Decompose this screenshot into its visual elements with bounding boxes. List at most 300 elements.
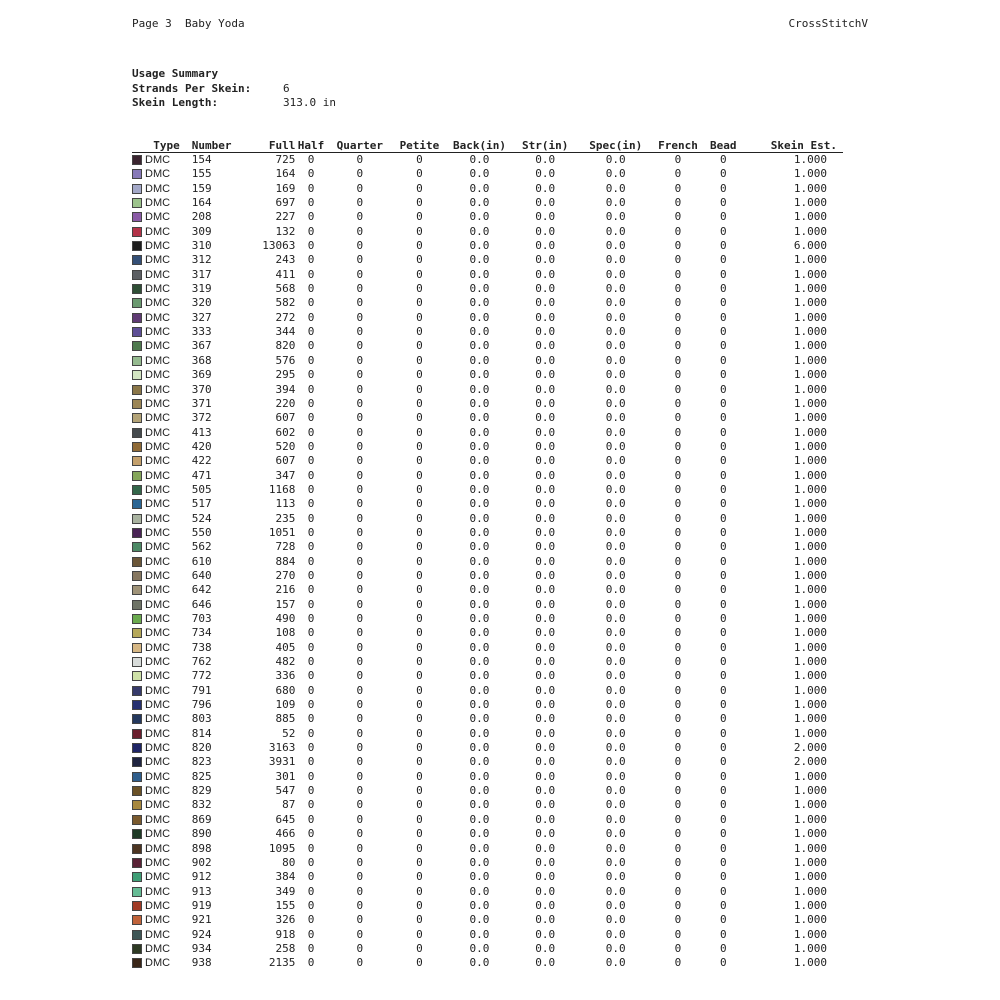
thread-type: DMC: [145, 598, 171, 611]
skein-estimate: 1.000: [793, 884, 827, 898]
thread-type-cell: [132, 598, 186, 612]
french-count: 0: [674, 870, 682, 884]
thread-number: 796: [191, 698, 212, 712]
table-row: [132, 885, 843, 899]
spec-length: 0.0: [605, 755, 626, 769]
petite-count: 0: [416, 454, 423, 468]
quarter-count: 0: [356, 698, 364, 712]
quarter-count: 0: [356, 497, 364, 511]
quarter-count: 0: [356, 784, 364, 798]
french-count: 0: [674, 784, 682, 798]
thread-number: 820: [191, 741, 212, 755]
quarter-count: 0: [356, 568, 364, 582]
thread-type: DMC: [145, 397, 171, 410]
table-row: [132, 526, 843, 540]
str-length: 0.0: [535, 468, 556, 482]
str-length: 0.0: [535, 482, 556, 496]
color-swatch: [132, 385, 142, 395]
thread-number: 703: [191, 612, 212, 625]
col-header-full: Full: [245, 137, 296, 153]
thread-number: 610: [191, 554, 212, 568]
color-swatch: [132, 399, 142, 409]
color-swatch: [132, 184, 142, 194]
half-count: 0: [307, 568, 315, 582]
bead-count: 0: [719, 153, 727, 166]
table-row: [132, 440, 843, 454]
table-row: [132, 325, 843, 339]
skein-estimate: 1.000: [793, 568, 827, 582]
back-length: 0.0: [469, 812, 490, 826]
petite-count: 0: [416, 382, 423, 396]
half-count: 0: [307, 812, 315, 826]
thread-type-cell: [132, 555, 186, 569]
thread-type: DMC: [145, 899, 171, 912]
back-length: 0.0: [469, 683, 490, 697]
str-length: 0.0: [535, 597, 556, 611]
str-length: 0.0: [535, 325, 556, 339]
spec-length: 0.0: [605, 353, 626, 367]
thread-number: 921: [191, 913, 212, 927]
half-count: 0: [307, 726, 315, 740]
petite-count: 0: [416, 282, 423, 296]
full-count: 645: [275, 812, 296, 826]
color-swatch: [132, 671, 142, 681]
full-count: 80: [282, 855, 296, 869]
thread-type-cell: [132, 182, 186, 196]
petite-count: 0: [416, 669, 423, 683]
spec-length: 0.0: [605, 798, 626, 812]
thread-type: DMC: [145, 555, 171, 568]
table-row: [132, 684, 843, 698]
table-body: [132, 153, 843, 971]
thread-type-cell: [132, 942, 186, 956]
table-row: [132, 454, 843, 468]
color-swatch: [132, 614, 142, 624]
half-count: 0: [307, 755, 315, 769]
summary-title: Usage Summary: [132, 67, 219, 80]
table-row: [132, 669, 843, 683]
skein-estimate: 1.000: [793, 339, 827, 353]
bead-count: 0: [719, 310, 727, 324]
bead-count: 0: [719, 927, 727, 941]
spec-length: 0.0: [605, 439, 626, 453]
back-length: 0.0: [469, 798, 490, 812]
quarter-count: 0: [356, 296, 364, 310]
french-count: 0: [674, 153, 682, 166]
bead-count: 0: [719, 913, 727, 927]
skein-estimate: 1.000: [793, 482, 827, 496]
half-count: 0: [307, 454, 315, 468]
quarter-count: 0: [356, 253, 364, 267]
thread-number: 310: [191, 239, 212, 253]
skein-estimate: 1.000: [793, 167, 827, 181]
thread-number: 814: [191, 726, 212, 740]
str-length: 0.0: [535, 655, 556, 669]
skein-estimate: 1.000: [793, 669, 827, 683]
bead-count: 0: [719, 769, 727, 783]
french-count: 0: [674, 525, 682, 539]
thread-number: 832: [191, 798, 212, 812]
thread-type-cell: [132, 569, 186, 583]
str-length: 0.0: [535, 454, 556, 468]
thread-type: DMC: [145, 871, 171, 884]
thread-type-cell: [132, 153, 186, 168]
back-length: 0.0: [469, 296, 490, 310]
half-count: 0: [307, 153, 315, 166]
petite-count: 0: [416, 769, 423, 783]
quarter-count: 0: [356, 583, 364, 597]
bead-count: 0: [719, 956, 727, 970]
table-row: [132, 755, 843, 769]
thread-type-cell: [132, 641, 186, 655]
full-count: 918: [275, 927, 296, 941]
back-length: 0.0: [469, 282, 490, 296]
thread-type-cell: [132, 512, 186, 526]
col-header-french: French: [654, 137, 702, 153]
french-count: 0: [674, 941, 682, 955]
thread-number: 368: [191, 353, 212, 367]
half-count: 0: [307, 224, 315, 238]
thread-type-cell: [132, 411, 186, 425]
thread-type-cell: [132, 167, 186, 181]
thread-type: DMC: [145, 526, 171, 539]
quarter-count: 0: [356, 482, 364, 496]
thread-number: 333: [191, 325, 212, 339]
quarter-count: 0: [356, 325, 364, 339]
str-length: 0.0: [535, 669, 556, 683]
color-swatch: [132, 686, 142, 696]
thread-type-cell: [132, 870, 186, 884]
thread-type-cell: [132, 483, 186, 497]
thread-number: 562: [191, 540, 212, 554]
spec-length: 0.0: [605, 941, 626, 955]
back-length: 0.0: [469, 827, 490, 841]
half-count: 0: [307, 597, 315, 611]
half-count: 0: [307, 511, 315, 525]
quarter-count: 0: [356, 339, 364, 353]
full-count: 405: [275, 640, 296, 654]
quarter-count: 0: [356, 898, 364, 912]
col-header-number: Number: [186, 137, 245, 153]
thread-type-cell: [132, 526, 186, 540]
color-swatch: [132, 413, 142, 423]
skein-estimate: 1.000: [793, 296, 827, 310]
skein-estimate: 1.000: [793, 583, 827, 597]
spec-length: 0.0: [605, 884, 626, 898]
petite-count: 0: [416, 239, 423, 253]
petite-count: 0: [416, 655, 423, 669]
thread-type: DMC: [145, 498, 171, 511]
spec-length: 0.0: [605, 956, 626, 970]
bead-count: 0: [719, 382, 727, 396]
skein-estimate: 1.000: [793, 525, 827, 539]
skein-length-label: Skein Length:: [132, 96, 219, 109]
thread-type: DMC: [145, 440, 171, 453]
quarter-count: 0: [356, 741, 364, 755]
thread-number: 934: [191, 941, 212, 955]
back-length: 0.0: [469, 884, 490, 898]
full-count: 820: [275, 339, 296, 353]
spec-length: 0.0: [605, 841, 626, 855]
back-length: 0.0: [469, 554, 490, 568]
col-header-bead: Bead: [702, 137, 745, 153]
spec-length: 0.0: [605, 712, 626, 726]
quarter-count: 0: [356, 368, 364, 382]
skein-length-value: 313.0 in: [283, 96, 336, 109]
half-count: 0: [307, 913, 315, 927]
table-row: [132, 555, 843, 569]
thread-type: DMC: [145, 412, 171, 425]
thread-number: 159: [191, 181, 212, 195]
thread-number: 422: [191, 454, 212, 468]
spec-length: 0.0: [605, 296, 626, 310]
full-count: 607: [275, 454, 296, 468]
thread-type-cell: [132, 196, 186, 210]
half-count: 0: [307, 239, 315, 253]
thread-type-cell: [132, 325, 186, 339]
spec-length: 0.0: [605, 511, 626, 525]
thread-number: 924: [191, 927, 212, 941]
thread-type: DMC: [145, 240, 171, 253]
thread-type-cell: [132, 913, 186, 927]
spec-length: 0.0: [605, 368, 626, 382]
spec-length: 0.0: [605, 769, 626, 783]
back-length: 0.0: [469, 583, 490, 597]
color-swatch: [132, 643, 142, 653]
str-length: 0.0: [535, 870, 556, 884]
full-count: 243: [275, 253, 296, 267]
thread-type: DMC: [145, 168, 171, 181]
petite-count: 0: [416, 640, 423, 654]
str-length: 0.0: [535, 310, 556, 324]
petite-count: 0: [416, 540, 423, 554]
back-length: 0.0: [469, 525, 490, 539]
thread-type-cell: [132, 885, 186, 899]
back-length: 0.0: [469, 855, 490, 869]
thread-type: DMC: [145, 541, 171, 554]
petite-count: 0: [416, 741, 423, 755]
petite-count: 0: [416, 468, 423, 482]
color-swatch: [132, 241, 142, 251]
french-count: 0: [674, 339, 682, 353]
strands-label: Strands Per Skein:: [132, 81, 252, 95]
full-count: 113: [275, 497, 296, 511]
skein-estimate: 1.000: [793, 612, 827, 625]
skein-estimate: 1.000: [793, 841, 827, 855]
back-length: 0.0: [469, 468, 490, 482]
table-row: [132, 540, 843, 554]
back-length: 0.0: [469, 698, 490, 712]
bead-count: 0: [719, 597, 727, 611]
full-count: 568: [275, 282, 296, 296]
color-swatch: [132, 901, 142, 911]
color-swatch: [132, 628, 142, 638]
petite-count: 0: [416, 568, 423, 582]
petite-count: 0: [416, 368, 423, 382]
skein-estimate: 1.000: [793, 224, 827, 238]
spec-length: 0.0: [605, 196, 626, 210]
spec-length: 0.0: [605, 626, 626, 640]
thread-number: 164: [191, 196, 212, 210]
thread-type-cell: [132, 741, 186, 755]
thread-type: DMC: [145, 483, 171, 496]
french-count: 0: [674, 454, 682, 468]
full-count: 1095: [268, 841, 296, 855]
french-count: 0: [674, 612, 682, 625]
thread-type: DMC: [145, 842, 171, 855]
bead-count: 0: [719, 870, 727, 884]
spec-length: 0.0: [605, 612, 626, 625]
thread-type-cell: [132, 253, 186, 267]
color-swatch: [132, 915, 142, 925]
bead-count: 0: [719, 554, 727, 568]
thread-type-cell: [132, 282, 186, 296]
str-length: 0.0: [535, 568, 556, 582]
skein-estimate: 1.000: [793, 267, 827, 281]
skein-estimate: 1.000: [793, 927, 827, 941]
full-count: 336: [275, 669, 296, 683]
thread-number: 317: [191, 267, 212, 281]
bead-count: 0: [719, 224, 727, 238]
thread-number: 791: [191, 683, 212, 697]
thread-type: DMC: [145, 828, 171, 841]
bead-count: 0: [719, 683, 727, 697]
french-count: 0: [674, 927, 682, 941]
thread-number: 869: [191, 812, 212, 826]
petite-count: 0: [416, 956, 423, 970]
petite-count: 0: [416, 181, 423, 195]
full-count: 295: [275, 368, 296, 382]
full-count: 301: [275, 769, 296, 783]
col-header-spec: Spec(in): [577, 137, 654, 153]
back-length: 0.0: [469, 396, 490, 410]
back-length: 0.0: [469, 655, 490, 669]
quarter-count: 0: [356, 210, 364, 224]
str-length: 0.0: [535, 153, 556, 166]
thread-number: 898: [191, 841, 212, 855]
table-row: [132, 483, 843, 497]
petite-count: 0: [416, 755, 423, 769]
thread-type-cell: [132, 368, 186, 382]
color-swatch: [132, 284, 142, 294]
skein-estimate: 1.000: [793, 956, 827, 970]
french-count: 0: [674, 726, 682, 740]
thread-type-cell: [132, 339, 186, 353]
str-length: 0.0: [535, 855, 556, 869]
back-length: 0.0: [469, 870, 490, 884]
quarter-count: 0: [356, 454, 364, 468]
petite-count: 0: [416, 196, 423, 210]
petite-count: 0: [416, 612, 423, 625]
half-count: 0: [307, 325, 315, 339]
bead-count: 0: [719, 411, 727, 425]
quarter-count: 0: [356, 224, 364, 238]
quarter-count: 0: [356, 941, 364, 955]
petite-count: 0: [416, 841, 423, 855]
color-swatch: [132, 786, 142, 796]
french-count: 0: [674, 181, 682, 195]
petite-count: 0: [416, 554, 423, 568]
full-count: 394: [275, 382, 296, 396]
thread-type: DMC: [145, 182, 171, 195]
bead-count: 0: [719, 755, 727, 769]
petite-count: 0: [416, 855, 423, 869]
color-swatch: [132, 743, 142, 753]
table-header-row: [132, 137, 843, 153]
thread-type-cell: [132, 928, 186, 942]
spec-length: 0.0: [605, 325, 626, 339]
thread-type-cell: [132, 655, 186, 669]
back-length: 0.0: [469, 239, 490, 253]
spec-length: 0.0: [605, 396, 626, 410]
skein-estimate: 1.000: [793, 827, 827, 841]
bead-count: 0: [719, 425, 727, 439]
color-swatch: [132, 169, 142, 179]
thread-number: 524: [191, 511, 212, 525]
french-count: 0: [674, 884, 682, 898]
color-swatch: [132, 212, 142, 222]
quarter-count: 0: [356, 755, 364, 769]
thread-type: DMC: [145, 369, 171, 382]
thread-type-cell: [132, 540, 186, 554]
color-swatch: [132, 557, 142, 567]
bead-count: 0: [719, 167, 727, 181]
quarter-count: 0: [356, 870, 364, 884]
thread-type: DMC: [145, 584, 171, 597]
thread-number: 919: [191, 898, 212, 912]
thread-type: DMC: [145, 613, 171, 625]
col-header-petite: Petite: [393, 137, 446, 153]
thread-number: 327: [191, 310, 212, 324]
thread-type-cell: [132, 827, 186, 841]
table-row: [132, 282, 843, 296]
thread-type-cell: [132, 956, 186, 970]
thread-type-cell: [132, 311, 186, 325]
str-length: 0.0: [535, 396, 556, 410]
french-count: 0: [674, 755, 682, 769]
str-length: 0.0: [535, 612, 556, 625]
color-swatch: [132, 729, 142, 739]
color-swatch: [132, 514, 142, 524]
bead-count: 0: [719, 525, 727, 539]
quarter-count: 0: [356, 827, 364, 841]
thread-type: DMC: [145, 455, 171, 468]
bead-count: 0: [719, 855, 727, 869]
french-count: 0: [674, 913, 682, 927]
thread-type: DMC: [145, 211, 171, 224]
bead-count: 0: [719, 941, 727, 955]
color-swatch: [132, 958, 142, 968]
skein-estimate: 1.000: [793, 325, 827, 339]
half-count: 0: [307, 425, 315, 439]
bead-count: 0: [719, 741, 727, 755]
thread-type: DMC: [145, 283, 171, 296]
back-length: 0.0: [469, 669, 490, 683]
str-length: 0.0: [535, 755, 556, 769]
quarter-count: 0: [356, 798, 364, 812]
petite-count: 0: [416, 253, 423, 267]
petite-count: 0: [416, 597, 423, 611]
petite-count: 0: [416, 898, 423, 912]
full-count: 157: [275, 597, 296, 611]
thread-type: DMC: [145, 268, 171, 281]
thread-type: DMC: [145, 727, 171, 740]
back-length: 0.0: [469, 640, 490, 654]
back-length: 0.0: [469, 956, 490, 970]
thread-number: 823: [191, 755, 212, 769]
bead-count: 0: [719, 482, 727, 496]
skein-estimate: 1.000: [793, 855, 827, 869]
